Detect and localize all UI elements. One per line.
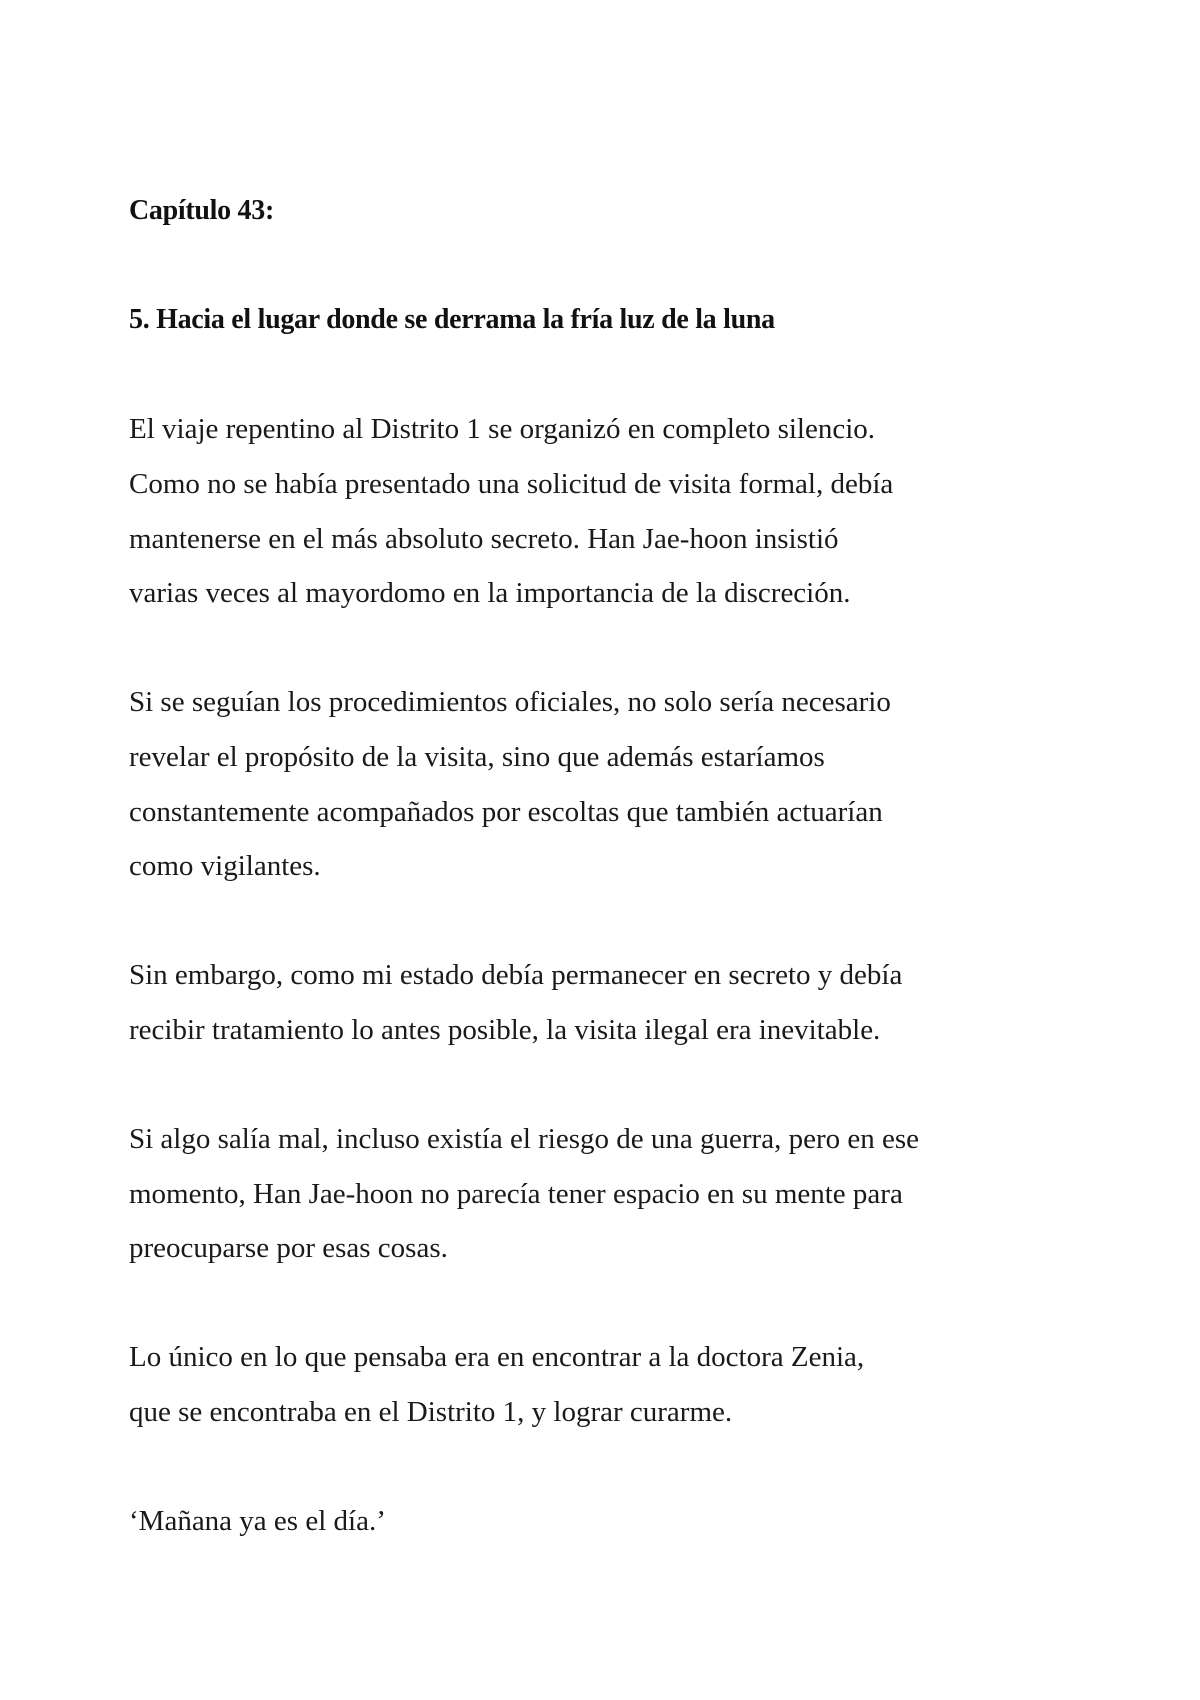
paragraph-line: constantemente acompañados por escoltas que también actuarían (129, 795, 883, 828)
spacer (129, 1440, 1089, 1495)
body-text (129, 402, 1089, 1548)
paragraph-line: recibir tratamiento lo antes posible, la visita ilegal era inevitable. (129, 1013, 881, 1046)
spacer (129, 348, 1089, 403)
paragraph-line: El viaje repentino al Distrito 1 se organizó en completo silencio. (129, 413, 876, 446)
paragraph-line: preocuparse por esas cosas. (129, 1232, 448, 1265)
section-title: 5. Hacia el lugar donde se derrama la fría luz de la luna (129, 304, 775, 336)
paragraph (129, 402, 1089, 620)
spacer (129, 1058, 1089, 1113)
spacer (129, 894, 1089, 949)
paragraph-line: Si se seguían los procedimientos oficiales, no solo sería necesario (129, 686, 891, 719)
paragraph (129, 1330, 1089, 1439)
paragraph-line: ‘Mañana ya es el día.’ (129, 1505, 386, 1538)
spacer (129, 239, 1089, 294)
document-page (129, 184, 1089, 1549)
paragraph (129, 948, 1089, 1057)
chapter-title: Capítulo 43: (129, 195, 274, 226)
paragraph-line: revelar el propósito de la visita, sino que además estaríamos (129, 740, 825, 773)
spacer (129, 621, 1089, 676)
paragraph-line: varias veces al mayordomo en la importancia de la discreción. (129, 577, 851, 610)
paragraph-line: que se encontraba en el Distrito 1, y lograr curarme. (129, 1396, 733, 1429)
paragraph-line: como vigilantes. (129, 850, 321, 883)
paragraph-line: Como no se había presentado una solicitud de visita formal, debía (129, 467, 894, 500)
paragraph (129, 1112, 1089, 1276)
spacer (129, 1276, 1089, 1331)
paragraph (129, 1494, 1089, 1549)
paragraph-line: Lo único en lo que pensaba era en encontrar a la doctora Zenia, (129, 1341, 865, 1374)
paragraph-line: momento, Han Jae-hoon no parecía tener espacio en su mente para (129, 1177, 903, 1210)
paragraph-line: mantenerse en el más absoluto secreto. Han Jae-hoon insistió (129, 522, 839, 555)
paragraph (129, 675, 1089, 893)
paragraph-line: Sin embargo, como mi estado debía permanecer en secreto y debía (129, 959, 903, 992)
paragraph-line: Si algo salía mal, incluso existía el riesgo de una guerra, pero en ese (129, 1123, 919, 1156)
